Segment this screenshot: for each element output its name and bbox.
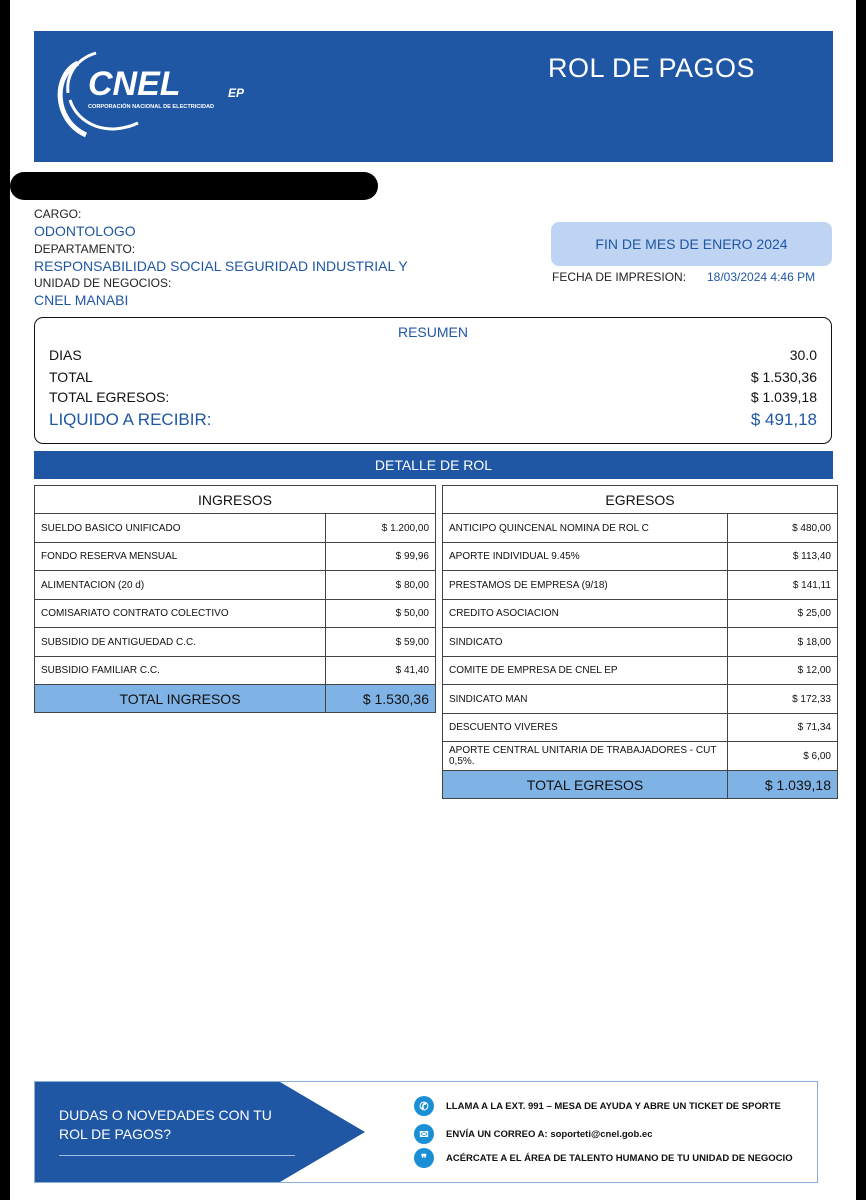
- redacted-name: [10, 172, 378, 200]
- item-amount: $ 12,00: [728, 657, 838, 685]
- item-amount: $ 480,00: [728, 514, 838, 543]
- summary-value: $ 491,18: [750, 410, 817, 429]
- unidad-label: UNIDAD DE NEGOCIOS:: [34, 276, 172, 290]
- print-date-label: FECHA DE IMPRESION:: [552, 270, 687, 284]
- ingresos-total-row: [35, 685, 436, 713]
- item-label: COMISARIATO CONTRATO COLECTIVO: [35, 600, 326, 628]
- unidad-value: CNEL MANABI: [34, 292, 129, 308]
- contact-email[interactable]: [414, 1124, 653, 1144]
- item-amount: $ 41,40: [326, 657, 436, 685]
- table-row: [443, 657, 838, 685]
- summary-label: TOTAL EGRESOS:: [49, 389, 170, 405]
- table-row: [35, 628, 436, 657]
- divider: [59, 1155, 295, 1156]
- logo-text: CNEL: [88, 65, 181, 103]
- document-title: ROL DE PAGOS: [548, 53, 756, 83]
- table-row: [35, 657, 436, 685]
- item-amount: $ 99,96: [326, 543, 436, 571]
- table-row: [443, 543, 838, 571]
- item-label: SINDICATO MAN: [443, 685, 728, 714]
- contact-text[interactable]: ENVÍA UN CORREO A: soporteti@cnel.gob.ec: [446, 1128, 653, 1140]
- table-row: [443, 600, 838, 628]
- item-label: FONDO RESERVA MENSUAL: [35, 543, 326, 571]
- total-amount: $ 1.039,18: [728, 771, 838, 799]
- ingresos-header: INGRESOS: [35, 486, 436, 514]
- item-label: ANTICIPO QUINCENAL NOMINA DE ROL C: [443, 514, 728, 543]
- summary-value: $ 1.039,18: [750, 389, 817, 405]
- contact-phone: [414, 1096, 781, 1116]
- total-label: TOTAL EGRESOS: [443, 771, 728, 799]
- detail-header-bar: DETALLE DE ROL: [34, 451, 833, 479]
- item-label: SINDICATO: [443, 628, 728, 657]
- cargo-label: CARGO:: [34, 207, 82, 221]
- contact-text: ACÉRCATE A EL ÁREA DE TALENTO HUMANO DE TU UNIDAD DE NEGOCIO: [446, 1152, 793, 1164]
- table-row: [443, 571, 838, 600]
- cnel-logo: [48, 45, 278, 145]
- period-badge: FIN DE MES DE ENERO 2024: [551, 222, 832, 266]
- item-amount: $ 59,00: [326, 628, 436, 657]
- item-label: SUBSIDIO FAMILIAR C.C.: [35, 657, 326, 685]
- logo-suffix: EP: [228, 86, 245, 100]
- item-amount: $ 6,00: [728, 742, 838, 771]
- table-row: [35, 543, 436, 571]
- item-label: SUBSIDIO DE ANTIGUEDAD C.C.: [35, 628, 326, 657]
- table-row: [35, 571, 436, 600]
- summary-box: [34, 317, 832, 444]
- chat-icon: ❞: [414, 1148, 434, 1168]
- contact-in-person: [414, 1148, 793, 1168]
- item-label: ALIMENTACION (20 d): [35, 571, 326, 600]
- summary-label: LIQUIDO A RECIBIR:: [49, 410, 212, 429]
- mail-icon: ✉: [414, 1124, 434, 1144]
- summary-row-total: [49, 369, 817, 385]
- table-row: [443, 685, 838, 714]
- summary-label: TOTAL: [49, 369, 93, 385]
- table-row: [443, 628, 838, 657]
- summary-label: DIAS: [49, 347, 82, 363]
- item-amount: $ 113,40: [728, 543, 838, 571]
- item-label: COMITE DE EMPRESA DE CNEL EP: [443, 657, 728, 685]
- table-row: [35, 514, 436, 543]
- item-amount: $ 71,34: [728, 714, 838, 742]
- departamento-label: DEPARTAMENTO:: [34, 242, 136, 256]
- item-amount: $ 18,00: [728, 628, 838, 657]
- summary-value: 30.0: [789, 347, 817, 363]
- logo-subtitle: CORPORACIÓN NACIONAL DE ELECTRICIDAD: [88, 104, 215, 110]
- summary-row-net: [49, 410, 817, 430]
- item-amount: $ 172,33: [728, 685, 838, 714]
- item-amount: $ 80,00: [326, 571, 436, 600]
- table-row: [443, 514, 838, 543]
- table-row: [35, 600, 436, 628]
- total-label: TOTAL INGRESOS: [35, 685, 326, 713]
- total-amount: $ 1.530,36: [326, 685, 436, 713]
- help-question: DUDAS O NOVEDADES CON TU ROL DE PAGOS?: [59, 1107, 272, 1142]
- table-row: [443, 714, 838, 742]
- item-amount: $ 1.200,00: [326, 514, 436, 543]
- egresos-header: EGRESOS: [443, 486, 838, 514]
- departamento-value: RESPONSABILIDAD SOCIAL SEGURIDAD INDUSTRIAL Y: [34, 258, 408, 274]
- item-label: APORTE CENTRAL UNITARIA DE TRABAJADORES - CUT 0,5%.: [443, 742, 728, 771]
- summary-value: $ 1.530,36: [750, 369, 817, 385]
- ingresos-table: [34, 485, 436, 713]
- item-label: CREDITO ASOCIACION: [443, 600, 728, 628]
- item-label: PRESTAMOS DE EMPRESA (9/18): [443, 571, 728, 600]
- egresos-total-row: [443, 771, 838, 799]
- item-label: DESCUENTO VIVERES: [443, 714, 728, 742]
- payslip-page: [10, 0, 856, 1200]
- summary-title: RESUMEN: [397, 324, 468, 340]
- phone-icon: ✆: [414, 1096, 434, 1116]
- help-footer: [34, 1081, 818, 1183]
- summary-row-days: [49, 347, 817, 363]
- summary-row-egresos: [49, 389, 817, 405]
- table-row: [443, 742, 838, 771]
- contact-text: LLAMA A LA EXT. 991 – MESA DE AYUDA Y ABRE UN TICKET DE SPORTE: [446, 1100, 781, 1112]
- item-amount: $ 50,00: [326, 600, 436, 628]
- item-label: APORTE INDIVIDUAL 9.45%: [443, 543, 728, 571]
- egresos-table: [442, 485, 838, 799]
- print-date-value: 18/03/2024 4:46 PM: [707, 270, 816, 284]
- item-amount: $ 141,11: [728, 571, 838, 600]
- header-banner: [34, 31, 833, 162]
- cargo-value: ODONTOLOGO: [34, 223, 136, 239]
- item-label: SUELDO BASICO UNIFICADO: [35, 514, 326, 543]
- item-amount: $ 25,00: [728, 600, 838, 628]
